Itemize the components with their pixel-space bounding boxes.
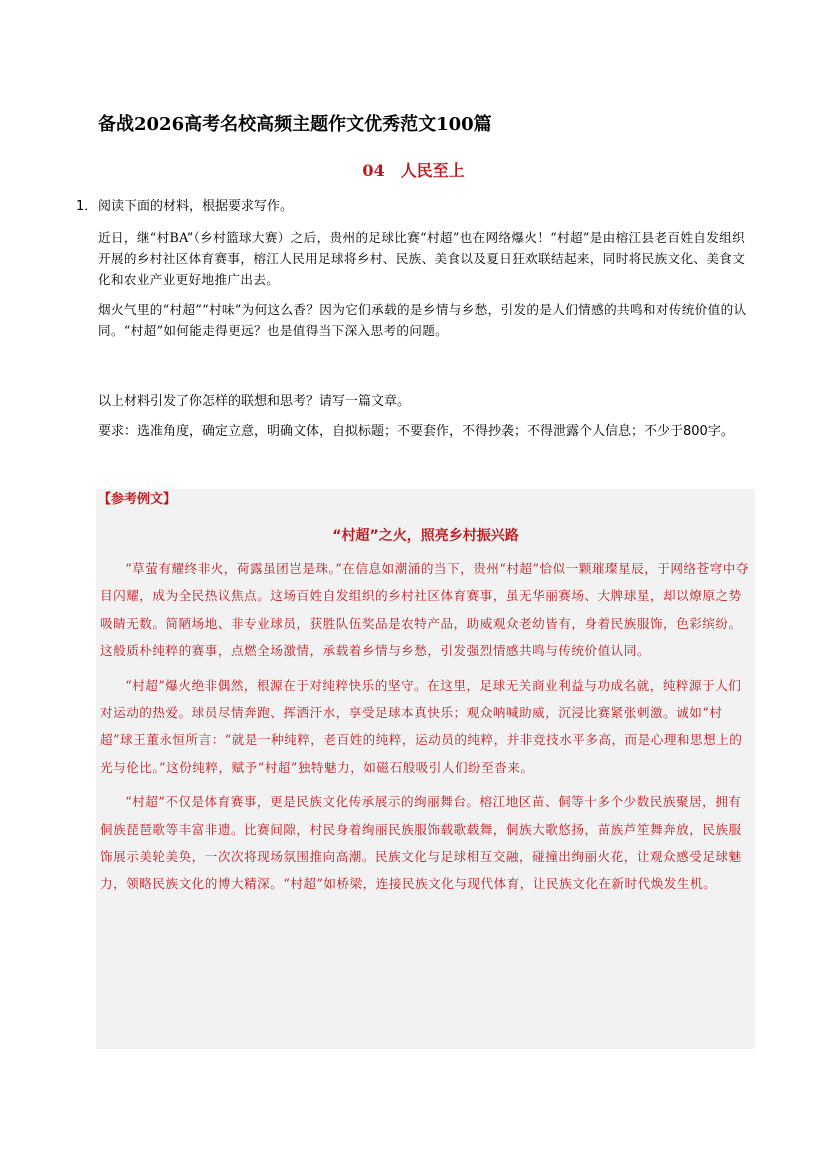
topic-heading: [0, 158, 827, 181]
topic-name: 人民至上: [400, 161, 465, 180]
essay-body: [100, 555, 752, 905]
reference-label: 【参考例文】: [98, 492, 177, 507]
topic-number: 04: [362, 161, 385, 180]
question-block: [76, 196, 756, 217]
requirements-text: 要求：选准角度，确定立意，明确文体，自拟标题；不要套作，不得抄袭；不得泄露个人信息；不少于800字。: [98, 424, 734, 439]
essay-paragraph: “村超”不仅是体育赛事，更是民族文化传承展示的绚丽舞台。榕江地区苗、侗等十多个少数民族聚居，拥有侗族琵琶歌等丰富非遗。比赛间隙，村民身着绚丽民族服饰载歌载舞，侗族大歌悠扬，苗族芦笙舞奔放，民族服饰展示美轮美奂，一次次将现场氛围推向高潮。民族文化与足球相互交融，碰撞出绚丽火花，让观众感受足球魅力，领略民族文化的博大精深。“村超”如桥梁，连接民族文化与现代体育，让民族文化在新时代焕发生机。: [100, 794, 742, 892]
essay-title: “村超”之火，照亮乡村振兴路: [332, 528, 519, 544]
writing-prompt: [98, 391, 754, 451]
essay-paragraph: “村超”爆火绝非偶然，根源在于对纯粹快乐的坚守。在这里，足球无关商业利益与功成名就，纯粹源于人们对运动的热爱。球员尽情奔跑、挥洒汗水，享受足球本真快乐；观众呐喊助威，沉浸比赛紧张刺激。诚如“村超”球王董永恒所言：“就是一种纯粹，老百姓的纯粹，运动员的纯粹，并非竞技水平多高，而是心理和思想上的光与伦比。”这份纯粹，赋予“村超”独特魅力，如磁石般吸引人们纷至沓来。: [100, 677, 743, 775]
material-text: [98, 227, 754, 350]
prompt-text: 以上材料引发了你怎样的联想和思考？请写一篇文章。: [98, 394, 411, 409]
reference-essay-box: [96, 489, 755, 1049]
page-title: 备战2026高考名校高频主题作文优秀范文100篇: [98, 114, 492, 135]
material-paragraph: 烟火气里的“村超”“村味”为何这么香？因为它们承载的是乡情与乡愁，引发的是人们情感的共鸣和对传统价值的认同。“村超”如何能走得更远？也是值得当下深入思考的问题。: [98, 302, 747, 338]
essay-paragraph: “草萤有耀终非火，荷露虽团岂是珠。”在信息如潮涌的当下，贵州“村超”恰似一颗璀璨星辰，于网络苍穹中夺目闪耀，成为全民热议焦点。这场百姓自发组织的乡村社区体育赛事，虽无华丽赛场、大牌球星，却以燎原之势吸睛无数。简陋场地、非专业球员，获胜队伍奖品是农特产品，助威观众老幼皆有，身着民族服饰，色彩缤纷。这般质朴纯粹的赛事，点燃全场激情，承载着乡情与乡愁，引发强烈情感共鸣与传统价值认同。: [100, 561, 749, 659]
question-instruction: 阅读下面的材料，根据要求写作。: [98, 199, 294, 214]
material-paragraph: 近日，继“村BA”（乡村篮球大赛）之后，贵州的足球比赛“村超”也在网络爆火！“村超”是由榕江县老百姓自发组织开展的乡村社区体育赛事，榕江人民用足球将乡村、民族、美食以及夏日狂欢联结起来，同时将民族文化、美食文化和农业产业更好地推广出去。: [98, 230, 746, 287]
question-number: 1．: [76, 199, 98, 214]
